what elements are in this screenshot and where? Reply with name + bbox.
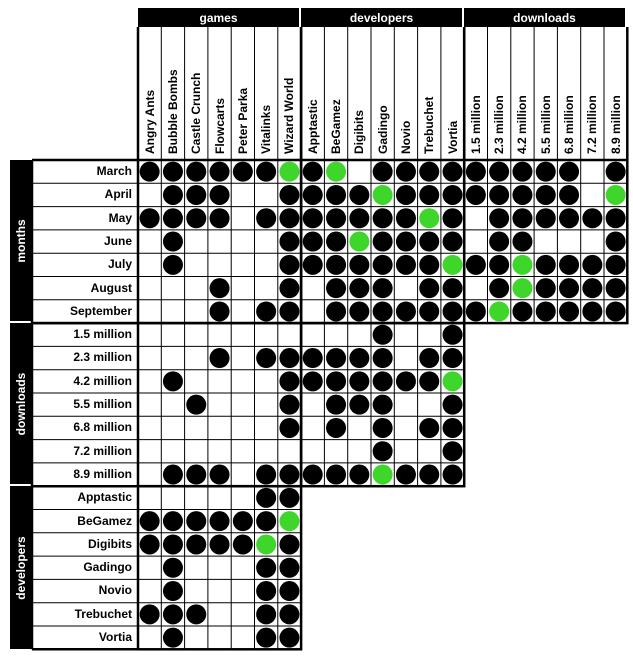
column-label-downloads: 7.2 million bbox=[585, 95, 600, 154]
elimination-mark[interactable] bbox=[163, 232, 183, 252]
elimination-mark[interactable] bbox=[606, 278, 626, 298]
elimination-mark[interactable] bbox=[210, 278, 230, 298]
solution-mark[interactable] bbox=[373, 465, 393, 485]
elimination-mark[interactable] bbox=[396, 465, 416, 485]
elimination-mark[interactable] bbox=[256, 301, 276, 321]
elimination-mark[interactable] bbox=[443, 278, 463, 298]
elimination-mark[interactable] bbox=[419, 371, 439, 391]
elimination-mark[interactable] bbox=[163, 255, 183, 275]
elimination-mark[interactable] bbox=[489, 278, 509, 298]
elimination-mark[interactable] bbox=[303, 348, 323, 368]
header-games: games bbox=[138, 8, 301, 27]
elimination-mark[interactable] bbox=[606, 208, 626, 228]
column-label-games: Wizard World bbox=[282, 77, 297, 154]
elimination-mark[interactable] bbox=[349, 208, 369, 228]
elimination-mark[interactable] bbox=[256, 208, 276, 228]
elimination-mark[interactable] bbox=[163, 371, 183, 391]
elimination-mark[interactable] bbox=[349, 371, 369, 391]
elimination-mark[interactable] bbox=[396, 185, 416, 205]
elimination-mark[interactable] bbox=[326, 418, 346, 438]
grid-block bbox=[138, 323, 301, 486]
elimination-mark[interactable] bbox=[443, 418, 463, 438]
elimination-mark[interactable] bbox=[559, 185, 579, 205]
elimination-mark[interactable] bbox=[606, 301, 626, 321]
column-label-games: Castle Crunch bbox=[189, 72, 204, 154]
elimination-mark[interactable] bbox=[606, 162, 626, 182]
row-label-downloads: 8.9 million bbox=[73, 466, 132, 481]
elimination-mark[interactable] bbox=[582, 278, 602, 298]
elimination-mark[interactable] bbox=[443, 395, 463, 415]
elimination-mark[interactable] bbox=[373, 441, 393, 461]
column-label-games: Vitalinks bbox=[259, 104, 274, 154]
elimination-mark[interactable] bbox=[233, 511, 253, 531]
elimination-mark[interactable] bbox=[373, 255, 393, 275]
elimination-mark[interactable] bbox=[466, 255, 486, 275]
row-label-developers: Trebuchet bbox=[74, 606, 132, 621]
elimination-mark[interactable] bbox=[373, 301, 393, 321]
elimination-mark[interactable] bbox=[256, 162, 276, 182]
elimination-mark[interactable] bbox=[256, 348, 276, 368]
elimination-mark[interactable] bbox=[210, 208, 230, 228]
elimination-mark[interactable] bbox=[140, 208, 160, 228]
elimination-mark[interactable] bbox=[443, 232, 463, 252]
grid-block bbox=[138, 160, 301, 323]
elimination-mark[interactable] bbox=[326, 232, 346, 252]
elimination-mark[interactable] bbox=[140, 162, 160, 182]
column-label-downloads: 4.2 million bbox=[515, 95, 530, 154]
elimination-mark[interactable] bbox=[559, 301, 579, 321]
elimination-mark[interactable] bbox=[536, 278, 556, 298]
elimination-mark[interactable] bbox=[163, 185, 183, 205]
elimination-mark[interactable] bbox=[443, 185, 463, 205]
elimination-mark[interactable] bbox=[373, 418, 393, 438]
elimination-mark[interactable] bbox=[163, 208, 183, 228]
solution-mark[interactable] bbox=[606, 185, 626, 205]
solution-mark[interactable] bbox=[512, 278, 532, 298]
elimination-mark[interactable] bbox=[279, 628, 299, 648]
solution-mark[interactable] bbox=[512, 255, 532, 275]
elimination-mark[interactable] bbox=[489, 185, 509, 205]
elimination-mark[interactable] bbox=[186, 511, 206, 531]
elimination-mark[interactable] bbox=[303, 185, 323, 205]
row-label-months: May bbox=[108, 210, 132, 225]
row-label-months: June bbox=[103, 233, 132, 248]
row-label-months: March bbox=[96, 164, 132, 178]
elimination-mark[interactable] bbox=[396, 301, 416, 321]
elimination-mark[interactable] bbox=[443, 162, 463, 182]
side-header-months-label: months bbox=[14, 218, 28, 263]
elimination-mark[interactable] bbox=[326, 371, 346, 391]
elimination-mark[interactable] bbox=[536, 208, 556, 228]
elimination-mark[interactable] bbox=[256, 558, 276, 578]
solution-mark[interactable] bbox=[443, 255, 463, 275]
elimination-mark[interactable] bbox=[536, 301, 556, 321]
elimination-mark[interactable] bbox=[373, 232, 393, 252]
elimination-mark[interactable] bbox=[303, 465, 323, 485]
elimination-mark[interactable] bbox=[349, 348, 369, 368]
elimination-mark[interactable] bbox=[326, 395, 346, 415]
elimination-mark[interactable] bbox=[373, 395, 393, 415]
elimination-mark[interactable] bbox=[396, 162, 416, 182]
elimination-mark[interactable] bbox=[419, 348, 439, 368]
elimination-mark[interactable] bbox=[559, 162, 579, 182]
row-label-developers: Apptastic bbox=[77, 490, 132, 505]
elimination-mark[interactable] bbox=[349, 255, 369, 275]
elimination-mark[interactable] bbox=[256, 465, 276, 485]
elimination-mark[interactable] bbox=[279, 534, 299, 554]
row-label-downloads: 4.2 million bbox=[73, 373, 132, 388]
elimination-mark[interactable] bbox=[210, 185, 230, 205]
elimination-mark[interactable] bbox=[279, 348, 299, 368]
solution-mark[interactable] bbox=[373, 185, 393, 205]
elimination-mark[interactable] bbox=[512, 232, 532, 252]
side-header-developers-label: developers bbox=[14, 535, 28, 600]
row-label-months: July bbox=[107, 257, 132, 272]
elimination-mark[interactable] bbox=[373, 348, 393, 368]
header-developers: developers bbox=[301, 8, 464, 27]
solution-mark[interactable] bbox=[279, 162, 299, 182]
elimination-mark[interactable] bbox=[163, 162, 183, 182]
elimination-mark[interactable] bbox=[163, 628, 183, 648]
elimination-mark[interactable] bbox=[489, 208, 509, 228]
elimination-mark[interactable] bbox=[349, 395, 369, 415]
elimination-mark[interactable] bbox=[373, 162, 393, 182]
elimination-mark[interactable] bbox=[303, 255, 323, 275]
elimination-mark[interactable] bbox=[163, 511, 183, 531]
solution-mark[interactable] bbox=[256, 534, 276, 554]
elimination-mark[interactable] bbox=[326, 348, 346, 368]
elimination-mark[interactable] bbox=[512, 301, 532, 321]
elimination-mark[interactable] bbox=[256, 628, 276, 648]
elimination-mark[interactable] bbox=[373, 325, 393, 345]
elimination-mark[interactable] bbox=[419, 162, 439, 182]
elimination-mark[interactable] bbox=[419, 465, 439, 485]
elimination-mark[interactable] bbox=[606, 232, 626, 252]
elimination-mark[interactable] bbox=[582, 208, 602, 228]
elimination-mark[interactable] bbox=[163, 534, 183, 554]
elimination-mark[interactable] bbox=[279, 604, 299, 624]
row-label-developers: BeGamez bbox=[77, 513, 132, 528]
column-label-games: Peter Parka bbox=[235, 87, 250, 154]
elimination-mark[interactable] bbox=[210, 301, 230, 321]
elimination-mark[interactable] bbox=[186, 534, 206, 554]
solution-mark[interactable] bbox=[489, 301, 509, 321]
elimination-mark[interactable] bbox=[140, 534, 160, 554]
elimination-mark[interactable] bbox=[419, 418, 439, 438]
elimination-mark[interactable] bbox=[396, 232, 416, 252]
elimination-mark[interactable] bbox=[443, 325, 463, 345]
elimination-mark[interactable] bbox=[326, 208, 346, 228]
row-label-developers: Novio bbox=[98, 583, 132, 598]
row-label-downloads: 2.3 million bbox=[73, 350, 132, 365]
elimination-mark[interactable] bbox=[396, 371, 416, 391]
elimination-mark[interactable] bbox=[512, 208, 532, 228]
elimination-mark[interactable] bbox=[349, 278, 369, 298]
elimination-mark[interactable] bbox=[256, 511, 276, 531]
elimination-mark[interactable] bbox=[326, 465, 346, 485]
elimination-mark[interactable] bbox=[186, 465, 206, 485]
elimination-mark[interactable] bbox=[419, 232, 439, 252]
elimination-mark[interactable] bbox=[466, 301, 486, 321]
elimination-mark[interactable] bbox=[210, 465, 230, 485]
row-label-months: April bbox=[104, 187, 132, 202]
elimination-mark[interactable] bbox=[256, 604, 276, 624]
elimination-mark[interactable] bbox=[279, 232, 299, 252]
row-label-downloads: 1.5 million bbox=[73, 327, 132, 342]
solution-mark[interactable] bbox=[419, 208, 439, 228]
column-label-downloads: 2.3 million bbox=[492, 95, 507, 154]
column-label-downloads: 8.9 million bbox=[608, 95, 623, 154]
elimination-mark[interactable] bbox=[373, 278, 393, 298]
solution-mark[interactable] bbox=[443, 371, 463, 391]
elimination-mark[interactable] bbox=[373, 208, 393, 228]
elimination-mark[interactable] bbox=[536, 185, 556, 205]
header-downloads: downloads bbox=[464, 8, 627, 27]
elimination-mark[interactable] bbox=[419, 255, 439, 275]
column-label-developers: Apptastic bbox=[305, 99, 320, 154]
row-label-months: August bbox=[90, 280, 132, 295]
elimination-mark[interactable] bbox=[326, 278, 346, 298]
elimination-mark[interactable] bbox=[326, 301, 346, 321]
elimination-mark[interactable] bbox=[210, 348, 230, 368]
elimination-mark[interactable] bbox=[233, 534, 253, 554]
row-label-downloads: 6.8 million bbox=[73, 420, 132, 435]
elimination-mark[interactable] bbox=[466, 162, 486, 182]
elimination-mark[interactable] bbox=[186, 208, 206, 228]
row-label-developers: Vortia bbox=[98, 630, 132, 644]
elimination-mark[interactable] bbox=[606, 255, 626, 275]
row-label-downloads: 7.2 million bbox=[73, 443, 132, 458]
elimination-mark[interactable] bbox=[210, 162, 230, 182]
elimination-mark[interactable] bbox=[279, 488, 299, 508]
elimination-mark[interactable] bbox=[163, 581, 183, 601]
column-label-developers: BeGamez bbox=[329, 99, 344, 154]
row-label-developers: Gadingo bbox=[83, 560, 132, 575]
grid-block bbox=[464, 160, 627, 323]
elimination-mark[interactable] bbox=[140, 604, 160, 624]
solution-mark[interactable] bbox=[279, 511, 299, 531]
elimination-mark[interactable] bbox=[163, 465, 183, 485]
elimination-mark[interactable] bbox=[536, 162, 556, 182]
elimination-mark[interactable] bbox=[163, 604, 183, 624]
grid-block bbox=[138, 486, 301, 649]
elimination-mark[interactable] bbox=[303, 208, 323, 228]
elimination-mark[interactable] bbox=[210, 534, 230, 554]
column-label-developers: Digibits bbox=[352, 110, 367, 154]
elimination-mark[interactable] bbox=[186, 185, 206, 205]
elimination-mark[interactable] bbox=[512, 185, 532, 205]
row-label-developers: Digibits bbox=[88, 536, 132, 551]
elimination-mark[interactable] bbox=[233, 162, 253, 182]
elimination-mark[interactable] bbox=[536, 255, 556, 275]
elimination-mark[interactable] bbox=[559, 208, 579, 228]
elimination-mark[interactable] bbox=[349, 185, 369, 205]
column-label-games: Bubble Bombs bbox=[165, 69, 180, 154]
side-header-downloads-label: downloads bbox=[14, 372, 28, 435]
column-label-developers: Gadingo bbox=[375, 105, 390, 154]
elimination-mark[interactable] bbox=[210, 511, 230, 531]
column-label-developers: Vortia bbox=[445, 120, 460, 154]
elimination-mark[interactable] bbox=[349, 301, 369, 321]
solution-mark[interactable] bbox=[326, 162, 346, 182]
elimination-mark[interactable] bbox=[279, 208, 299, 228]
elimination-mark[interactable] bbox=[419, 301, 439, 321]
elimination-mark[interactable] bbox=[279, 255, 299, 275]
row-label-downloads: 5.5 million bbox=[73, 397, 132, 411]
elimination-mark[interactable] bbox=[326, 185, 346, 205]
elimination-mark[interactable] bbox=[489, 232, 509, 252]
elimination-mark[interactable] bbox=[279, 418, 299, 438]
elimination-mark[interactable] bbox=[279, 371, 299, 391]
elimination-mark[interactable] bbox=[279, 301, 299, 321]
elimination-mark[interactable] bbox=[163, 558, 183, 578]
column-label-downloads: 5.5 million bbox=[538, 95, 553, 154]
elimination-mark[interactable] bbox=[582, 255, 602, 275]
elimination-mark[interactable] bbox=[559, 255, 579, 275]
elimination-mark[interactable] bbox=[186, 604, 206, 624]
elimination-mark[interactable] bbox=[443, 465, 463, 485]
solution-mark[interactable] bbox=[349, 232, 369, 252]
elimination-mark[interactable] bbox=[489, 255, 509, 275]
column-label-games: Angry Ants bbox=[142, 89, 157, 154]
elimination-mark[interactable] bbox=[443, 348, 463, 368]
elimination-mark[interactable] bbox=[489, 162, 509, 182]
elimination-mark[interactable] bbox=[303, 232, 323, 252]
elimination-mark[interactable] bbox=[582, 301, 602, 321]
elimination-mark[interactable] bbox=[466, 185, 486, 205]
elimination-mark[interactable] bbox=[326, 255, 346, 275]
elimination-mark[interactable] bbox=[349, 465, 369, 485]
elimination-mark[interactable] bbox=[512, 162, 532, 182]
elimination-mark[interactable] bbox=[396, 255, 416, 275]
elimination-mark[interactable] bbox=[186, 395, 206, 415]
elimination-mark[interactable] bbox=[279, 395, 299, 415]
elimination-mark[interactable] bbox=[256, 581, 276, 601]
column-label-developers: Trebuchet bbox=[422, 96, 437, 154]
column-label-developers: Novio bbox=[398, 120, 413, 154]
column-label-games: Flowcarts bbox=[212, 97, 227, 154]
elimination-mark[interactable] bbox=[279, 278, 299, 298]
column-label-downloads: 1.5 million bbox=[468, 95, 483, 154]
elimination-mark[interactable] bbox=[303, 371, 323, 391]
elimination-mark[interactable] bbox=[279, 185, 299, 205]
elimination-mark[interactable] bbox=[419, 278, 439, 298]
elimination-mark[interactable] bbox=[279, 581, 299, 601]
elimination-mark[interactable] bbox=[443, 441, 463, 461]
column-label-downloads: 6.8 million bbox=[562, 95, 577, 154]
elimination-mark[interactable] bbox=[256, 488, 276, 508]
elimination-mark[interactable] bbox=[373, 371, 393, 391]
elimination-mark[interactable] bbox=[559, 278, 579, 298]
elimination-mark[interactable] bbox=[303, 162, 323, 182]
elimination-mark[interactable] bbox=[443, 301, 463, 321]
elimination-mark[interactable] bbox=[186, 162, 206, 182]
elimination-mark[interactable] bbox=[443, 208, 463, 228]
elimination-mark[interactable] bbox=[396, 208, 416, 228]
elimination-mark[interactable] bbox=[419, 185, 439, 205]
elimination-mark[interactable] bbox=[140, 511, 160, 531]
row-label-months: September bbox=[69, 303, 132, 318]
elimination-mark[interactable] bbox=[279, 558, 299, 578]
elimination-mark[interactable] bbox=[279, 465, 299, 485]
